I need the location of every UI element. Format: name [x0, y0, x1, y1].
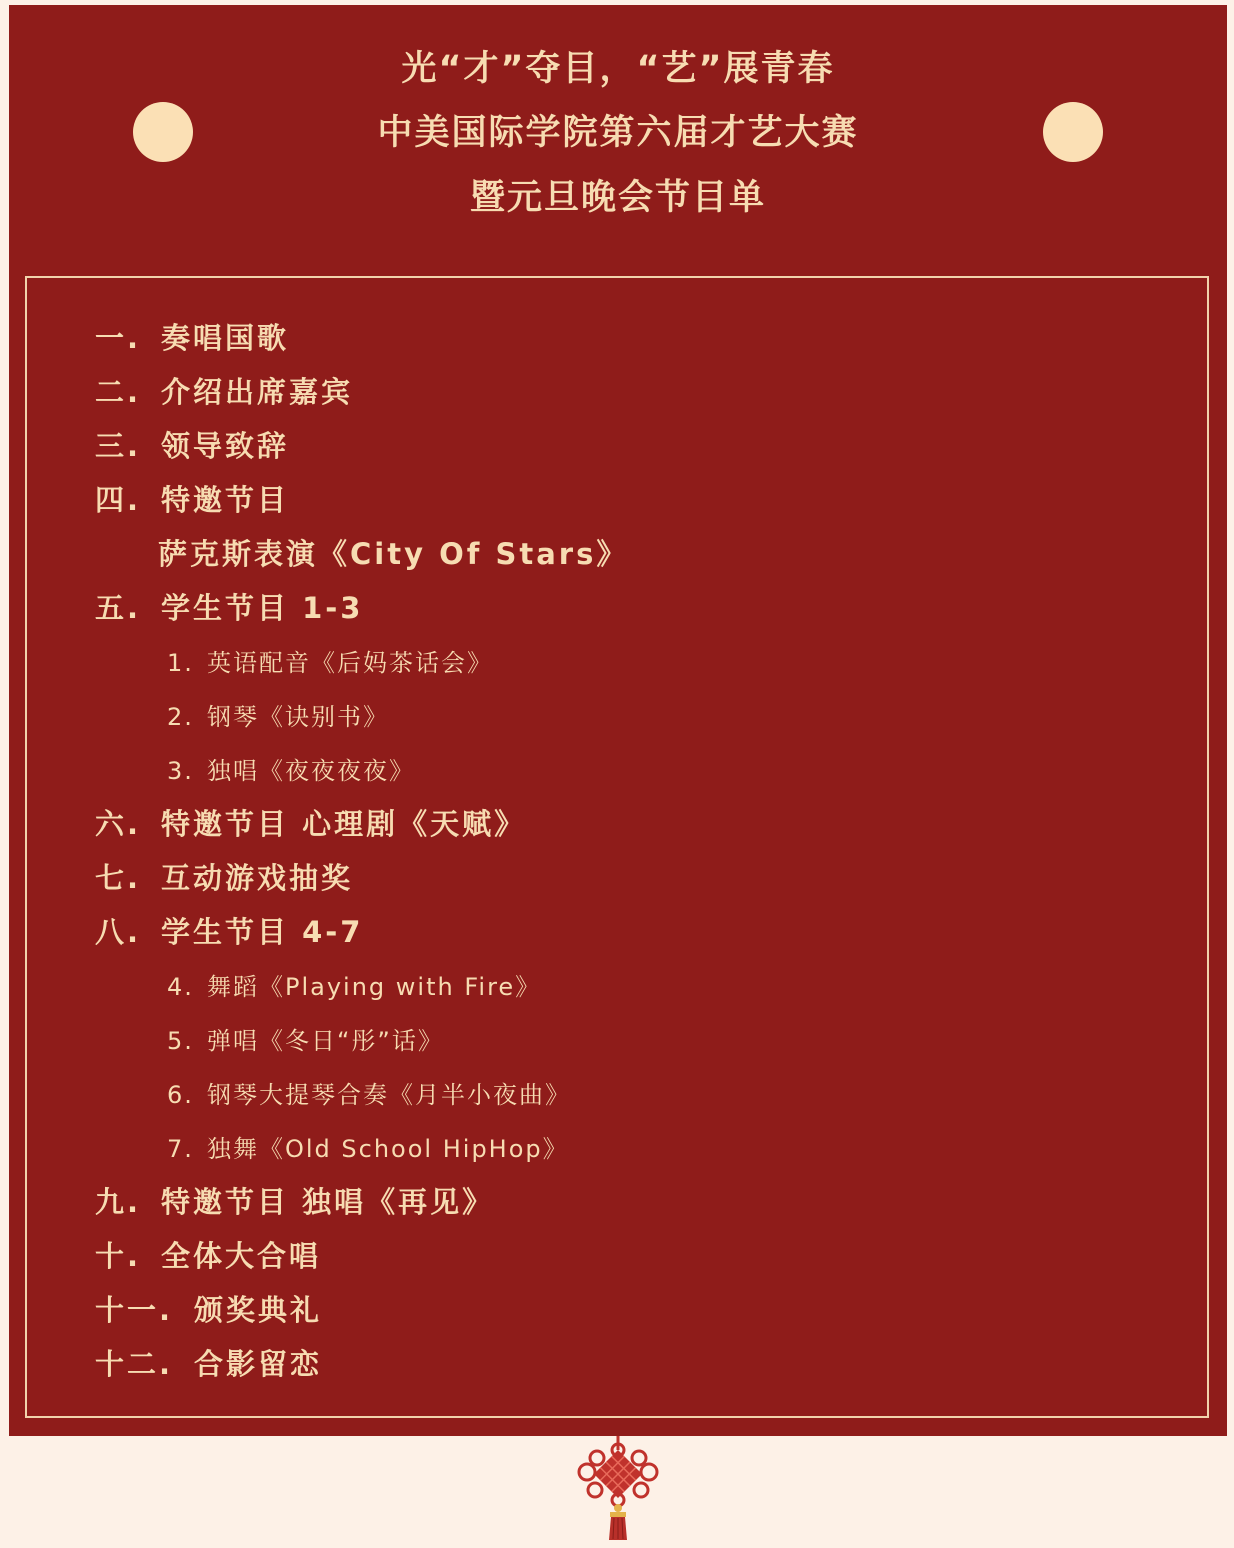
item-number: 1. [167, 649, 194, 677]
program-item [95, 320, 289, 356]
program-item [95, 1238, 321, 1274]
chinese-knot-icon [573, 1436, 663, 1542]
item-number: 4. [167, 973, 194, 1001]
item-text: 介绍出席嘉宾 [161, 375, 354, 409]
item-number: 7. [167, 1135, 194, 1163]
item-number: 三. [95, 429, 142, 463]
item-text: 舞蹈《Playing with Fire》 [207, 973, 542, 1001]
item-number: 七. [95, 861, 142, 895]
item-text: 全体大合唱 [161, 1239, 322, 1273]
program-item [95, 1184, 494, 1220]
performance-item [167, 699, 389, 735]
item-text: 奏唱国歌 [161, 321, 290, 355]
performance-item [167, 1131, 569, 1167]
item-number: 十. [95, 1239, 142, 1273]
item-text: 学生节目 1-3 [161, 591, 364, 625]
program-item [95, 914, 364, 950]
program-item [95, 374, 353, 410]
title-line-1: 光“才”夺目，“艺”展青春 [401, 49, 835, 89]
item-text: 钢琴《诀别书》 [207, 703, 389, 731]
performance-item [167, 753, 415, 789]
program-item [95, 860, 353, 896]
program-item [95, 590, 364, 626]
item-number: 一. [95, 321, 142, 355]
program-item [95, 482, 289, 518]
item-text: 独唱《夜夜夜夜》 [207, 757, 415, 785]
program-item [95, 1346, 322, 1382]
item-number: 四. [95, 483, 142, 517]
program-frame [25, 276, 1209, 1418]
item-number: 八. [95, 915, 142, 949]
item-number: 五. [95, 591, 142, 625]
item-text: 独舞《Old School HipHop》 [207, 1135, 569, 1163]
program-item [95, 806, 526, 842]
item-text: 学生节目 4-7 [161, 915, 364, 949]
item-number: 九. [95, 1185, 142, 1219]
item-text: 合影留恋 [194, 1347, 323, 1381]
item-number: 2. [167, 703, 194, 731]
item-number: 十一. [95, 1293, 174, 1327]
item-text: 特邀节目 独唱《再见》 [161, 1185, 495, 1219]
item-number: 六. [95, 807, 142, 841]
program-item [95, 1292, 322, 1328]
item-number: 5. [167, 1027, 194, 1055]
item-text: 钢琴大提琴合奏《月半小夜曲》 [207, 1081, 571, 1109]
item-number: 二. [95, 375, 142, 409]
item-text: 英语配音《后妈茶话会》 [207, 649, 493, 677]
item-text: 弹唱《冬日“彤”话》 [207, 1027, 444, 1055]
item-text: 领导致辞 [161, 429, 290, 463]
performance-item [167, 1023, 444, 1059]
performance-item [167, 969, 541, 1005]
item-text: 颁奖典礼 [194, 1293, 323, 1327]
program-poster [9, 5, 1227, 1436]
item-number: 3. [167, 757, 194, 785]
item-text: 互动游戏抽奖 [161, 861, 354, 895]
performance-item [167, 645, 493, 681]
item-text: 特邀节目 [161, 483, 290, 517]
item-text: 特邀节目 心理剧《天赋》 [161, 807, 527, 841]
item-number: 6. [167, 1081, 194, 1109]
program-item [95, 428, 289, 464]
program-subitem: 萨克斯表演《City Of Stars》 [158, 537, 629, 571]
title-line-2: 中美国际学院第六届才艺大赛 [377, 113, 859, 153]
title-line-3: 暨元旦晚会节目单 [469, 178, 766, 218]
performance-item [167, 1077, 571, 1113]
item-number: 十二. [95, 1347, 174, 1381]
